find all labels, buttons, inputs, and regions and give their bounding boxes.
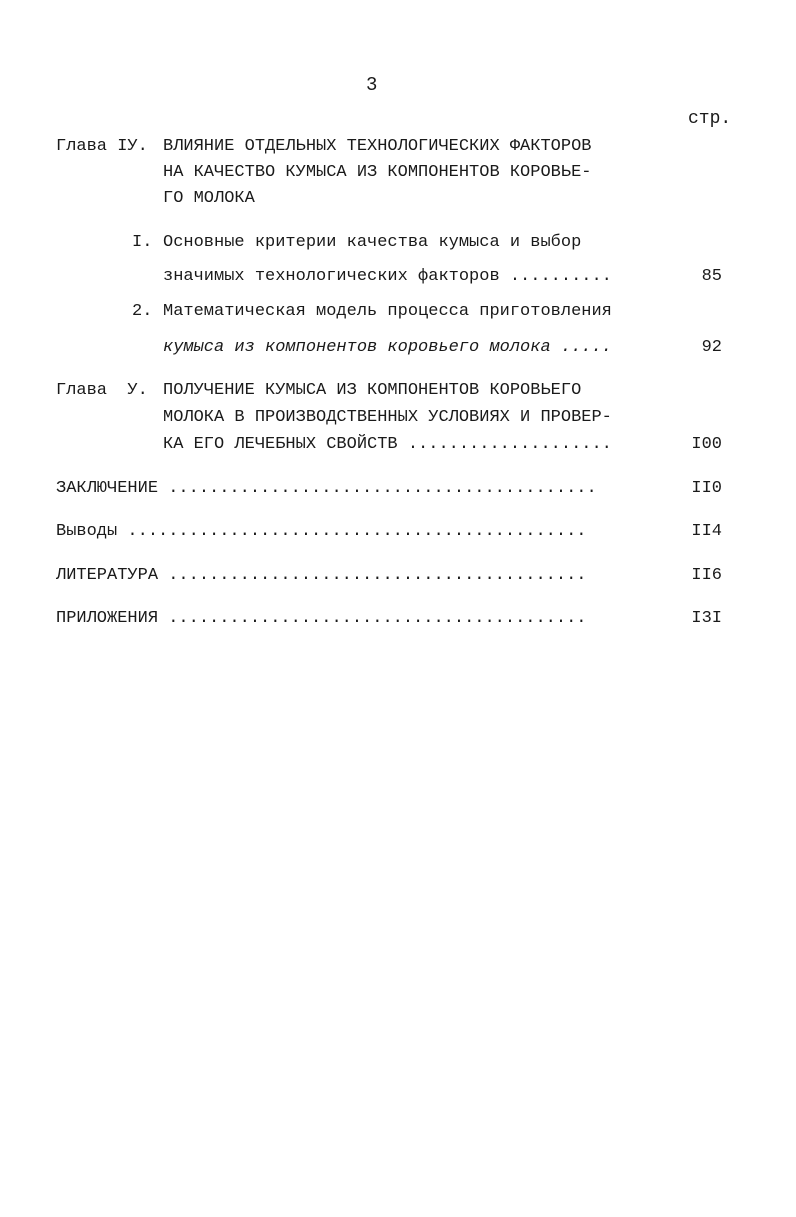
- appendices-entry: ПРИЛОЖЕНИЯ .........................................: [56, 609, 587, 628]
- references-entry: ЛИТЕРАТУРА .........................................: [56, 566, 587, 585]
- conclusion-page: II0: [691, 479, 722, 498]
- appendices-page: I3I: [691, 609, 722, 628]
- page-number: 3: [366, 74, 378, 96]
- chapter-5-title-line3: КА ЕГО ЛЕЧЕБНЫХ СВОЙСТВ ....................: [163, 435, 612, 454]
- conclusion-entry: ЗАКЛЮЧЕНИЕ ..........................................: [56, 479, 597, 498]
- section-2-title-line1: Математическая модель процесса приготовления: [163, 302, 612, 321]
- findings-page: II4: [691, 522, 722, 541]
- section-1-number: I.: [132, 233, 153, 252]
- findings-entry: Выводы .............................................: [56, 522, 587, 541]
- chapter-5-title-line2: МОЛОКА В ПРОИЗВОДСТВЕННЫХ УСЛОВИЯХ И ПРОВЕР-: [163, 408, 612, 427]
- section-2-number: 2.: [132, 302, 153, 321]
- section-1-page: 85: [701, 267, 722, 286]
- chapter-4-title-line2: НА КАЧЕСТВО КУМЫСА ИЗ КОМПОНЕНТОВ КОРОВЬЕ-: [163, 163, 592, 182]
- chapter-4-label: Глава IУ.: [56, 137, 148, 156]
- references-page: II6: [691, 566, 722, 585]
- chapter-4-title-line1: ВЛИЯНИЕ ОТДЕЛЬНЫХ ТЕХНОЛОГИЧЕСКИХ ФАКТОРОВ: [163, 137, 592, 156]
- section-1-title-line2: значимых технологических факторов ..........: [163, 267, 612, 286]
- chapter-5-title-line1: ПОЛУЧЕНИЕ КУМЫСА ИЗ КОМПОНЕНТОВ КОРОВЬЕГО: [163, 381, 582, 400]
- chapter-5-page: I00: [691, 435, 722, 454]
- section-2-title-line2: кумыса из компонентов коровьего молока .....: [163, 338, 612, 357]
- chapter-5-label: Глава У.: [56, 381, 148, 400]
- section-1-title-line1: Основные критерии качества кумыса и выбор: [163, 233, 582, 252]
- page-column-label: стр.: [688, 109, 732, 129]
- chapter-4-title-line3: ГО МОЛОКА: [163, 189, 255, 208]
- section-2-page: 92: [701, 338, 722, 357]
